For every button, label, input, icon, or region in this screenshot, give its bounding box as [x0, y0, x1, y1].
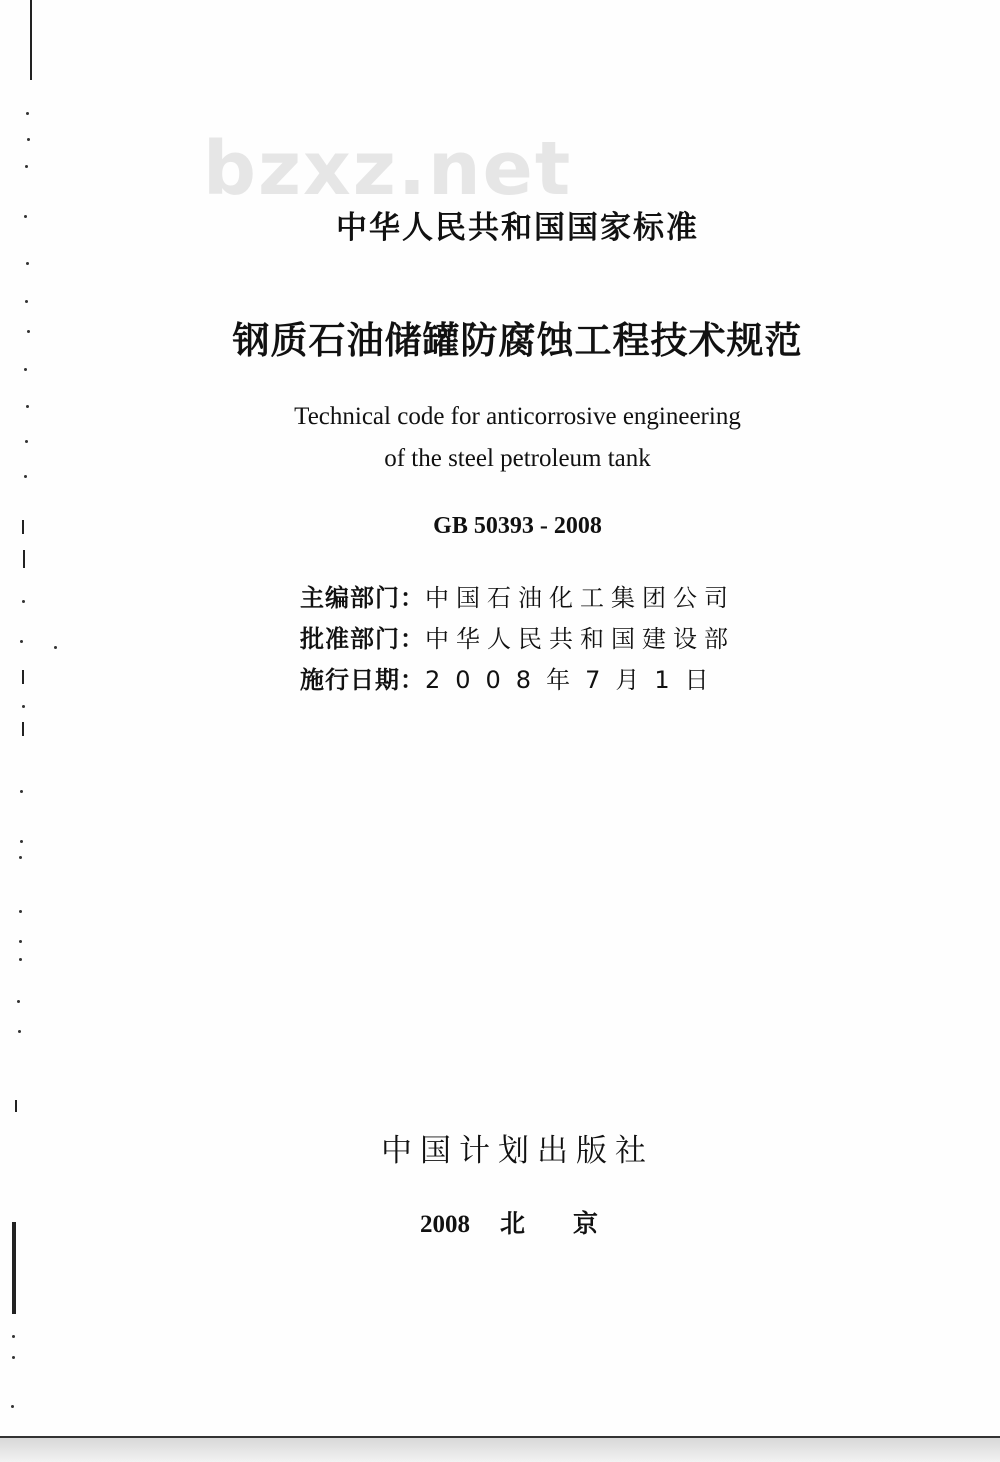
publication-place: [420, 1209, 646, 1240]
editor-value: 中国石油化工集团公司: [425, 584, 735, 612]
editor-row: [300, 584, 735, 613]
effective-date-row: [300, 666, 724, 695]
editor-label: 主编部门：: [300, 584, 425, 612]
publisher-name: 中国计划出版社: [381, 1133, 654, 1169]
approver-row: [300, 625, 735, 654]
effective-date-label: 施行日期：: [300, 666, 425, 694]
scan-bottom-edge: [0, 1436, 1000, 1462]
effective-date-value: 2008年7月1日: [425, 666, 724, 694]
document-title-english-line1: Technical code for anticorrosive engineering: [294, 403, 741, 430]
approver-label: 批准部门：: [300, 625, 425, 653]
publication-city: 北京: [500, 1209, 647, 1238]
publication-year: 2008: [420, 1211, 470, 1238]
standard-code: GB 50393 - 2008: [433, 513, 602, 539]
national-standard-heading: 中华人民共和国国家标准: [336, 210, 699, 246]
watermark: bzxz.net: [203, 126, 573, 212]
document-title-english-line2: of the steel petroleum tank: [384, 445, 651, 472]
document-title-chinese: 钢质石油储罐防腐蚀工程技术规范: [232, 318, 803, 362]
approver-value: 中华人民共和国建设部: [425, 625, 735, 653]
